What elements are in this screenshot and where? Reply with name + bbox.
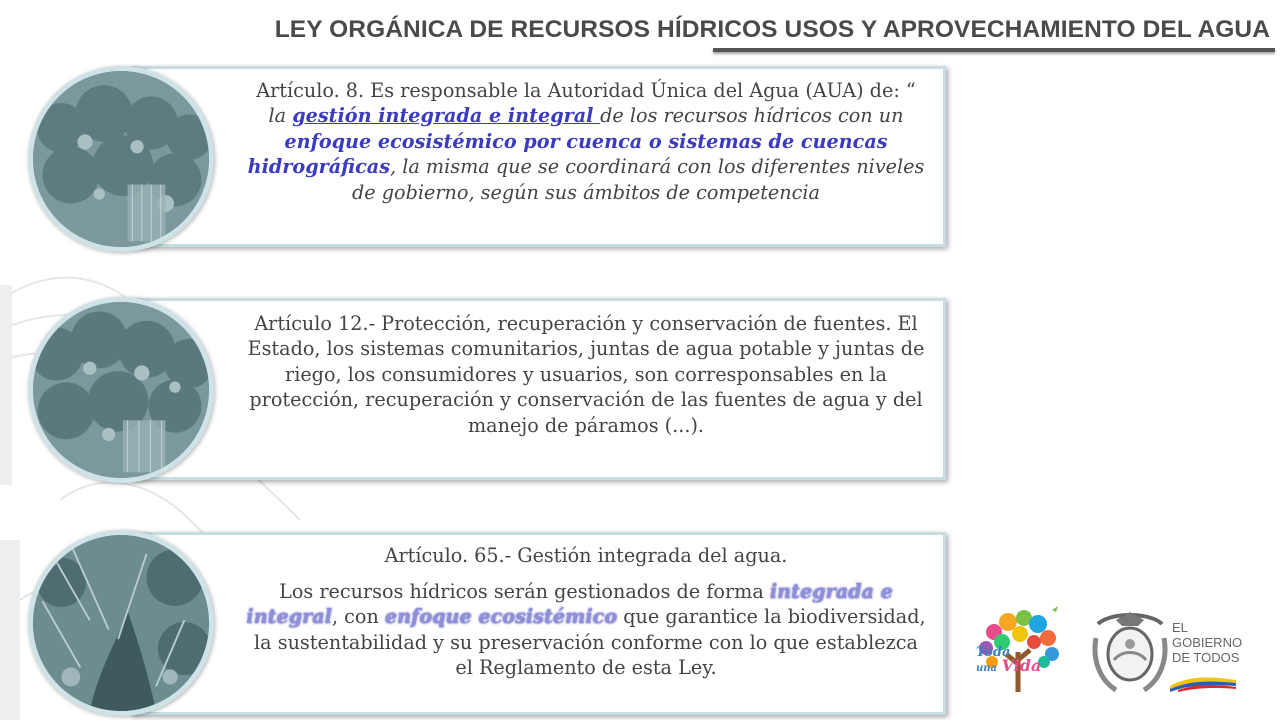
article-65-intro: Los recursos hídricos serán gestionados de forma [279,580,770,603]
logo-gob-el: EL [1172,620,1188,635]
flag-swoosh [1168,672,1238,692]
article-65-middle: , con [331,605,385,629]
article-65-text [245,579,927,681]
article-65-ending: que garantice la biodiversidad, la sustentabilidad y su preservación conforme con lo que establezca el Reglamento de esta Ley. [254,605,926,680]
article-8-intro: Artículo. 8. Es responsable la Autoridad Única del Agua (AUA) de: “ [256,79,916,102]
article-8-middle: de los recursos hídricos con un [600,104,904,128]
title-underline [713,48,1275,52]
article-65-card [130,532,946,715]
article-8-card [130,66,946,247]
logo-word-una: una [976,663,998,674]
article-8-quote: la [268,104,293,128]
logo-word-toda: Toda [976,645,1011,660]
ecuador-coat-of-arms [1090,610,1170,694]
gobierno-de-todos-text [1172,620,1242,665]
article-8-highlight-enfoque: enfoque ecosistémico por cuenca o sistemas de cuencas hidrográficas [247,129,888,179]
logos-area [972,602,1252,698]
forest-photo [28,66,214,252]
article-12-text: Artículo 12.- Protección, recuperación y conservación de fuentes. El Estado, los sistemas comunitarios, juntas de agua potable y juntas de riego, los consumidores y usuarios, son corresponsables en la protección, recuperación y conservación de las fuentes de agua y del manejo de páramos (...). [247,312,925,437]
article-65-highlight-integrada: integrada e integral [246,580,893,629]
forest-photo [28,297,214,483]
logo-gob-gobierno: GOBIERNO [1172,635,1243,650]
article-8-highlight-gestion: gestión integrada e integral [292,104,601,128]
page-title: LEY ORGÁNICA DE RECURSOS HÍDRICOS USOS Y APROVECHAMIENTO DEL AGUA [274,16,1270,43]
toda-una-vida-text [976,646,1041,675]
article-65-highlight-enfoque: enfoque ecosistémico [384,605,618,629]
article-8-text [245,78,927,205]
article-8-ending: , la misma que se coordinará con los diferentes niveles de gobierno, según sus ámbitos de competencia [352,155,925,204]
logo-word-vida: Vida [1001,656,1042,675]
article-65-heading: Artículo. 65.- Gestión integrada del agua. [384,544,788,567]
logo-gob-de-todos: DE TODOS [1172,650,1240,665]
ravine-photo [28,530,214,716]
article-12-card [130,298,946,480]
